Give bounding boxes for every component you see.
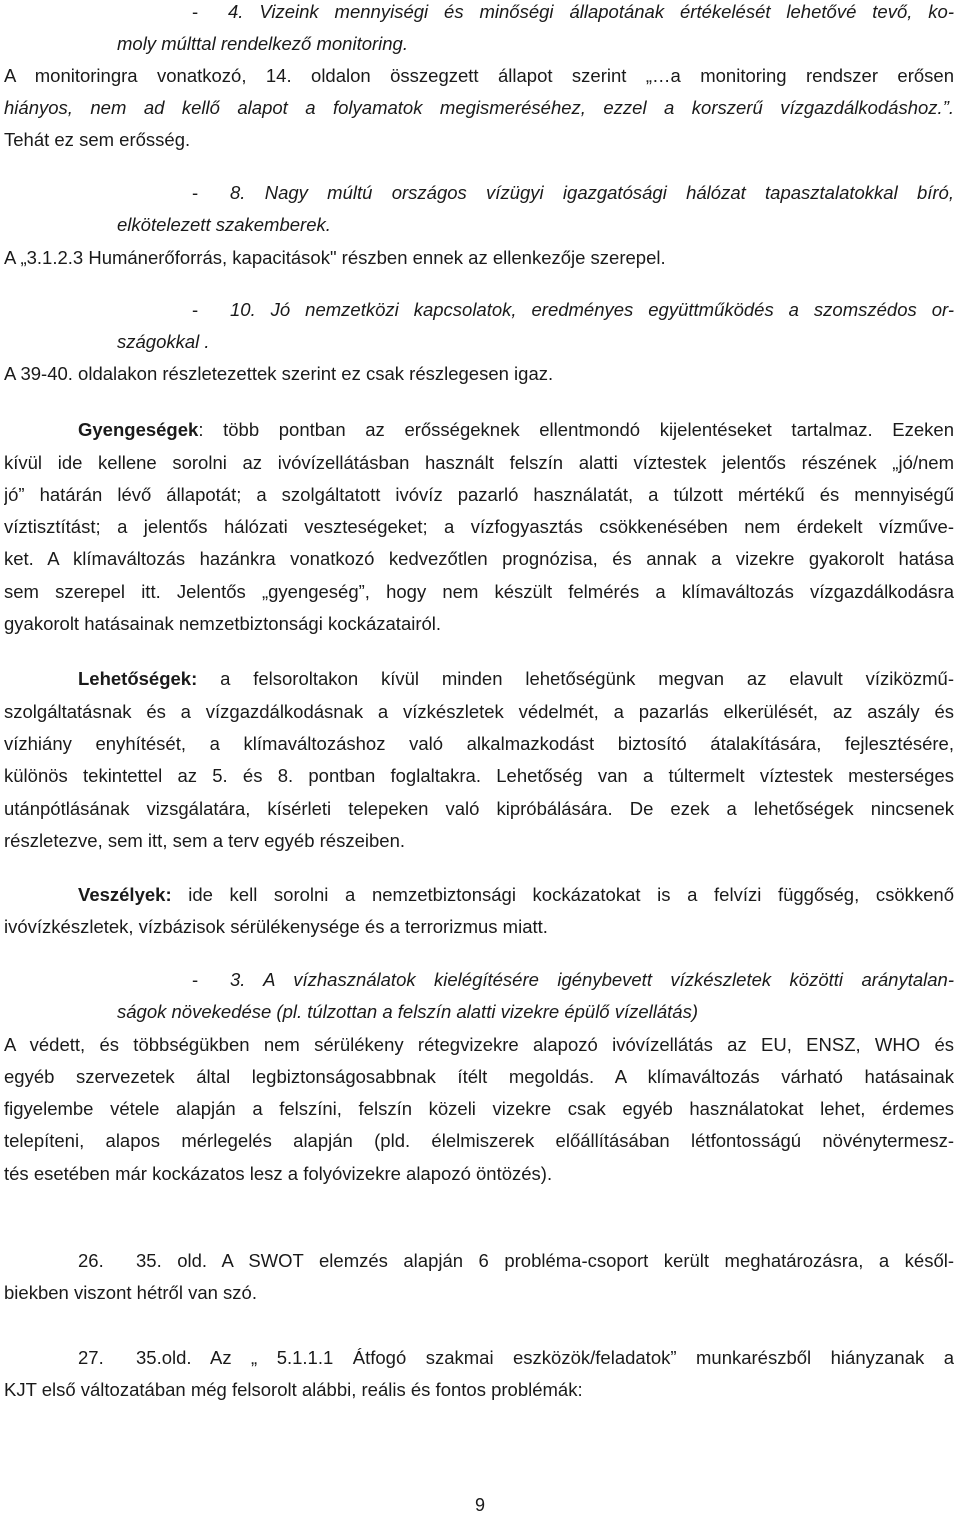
paragraph-line: figyelembe vétele alapján a felszíni, felszín közeli vizekre csak egyéb használatokat lehet, érdemes [4, 1098, 954, 1119]
list-dash: - [192, 299, 199, 320]
list-item-text: 10. Jó nemzetközi kapcsolatok, eredményes együttműködés a szomszédos or- [230, 299, 954, 320]
list-dash: - [192, 969, 199, 990]
weaknesses-heading-line: Gyengeségek: több pontban az erősségeknek ellentmondó kijelentéseket tartalmaz. Ezeken [78, 419, 954, 440]
paragraph-line: A monitoringra vonatkozó, 14. oldalon összegzett állapot szerint „…a monitoring rendszer erősen [4, 65, 954, 86]
paragraph-line: A 39-40. oldalakon részletezettek szerint ez csak részlegesen igaz. [4, 363, 554, 384]
list-item-text: szágokkal . [117, 331, 210, 352]
paragraph-line: ket. A klímaváltozás hazánkra vonatkozó kedvezőtlen prognózisa, és annak a vizekre gyakorolt hatása [4, 548, 954, 569]
paragraph-line: 35. old. A SWOT elemzés alapján 6 probléma-csoport került meghatározásra, a késől- [136, 1250, 954, 1271]
paragraph-line: KJT első változatában még felsorolt alábbi, reális és fontos problémák: [4, 1379, 583, 1400]
paragraph-line: sem szerepel itt. Jelentős „gyengeség”, hogy nem készült felmérés a klímaváltozás vízgazdálkodásra [4, 581, 954, 602]
paragraph-line: gyakorolt hatásainak nemzetbiztonsági kockázatairól. [4, 613, 442, 634]
paragraph-line: telepíteni, alapos mérlegelés alapján (pld. élelmiszerek előállításában létfontosságú növénytermesz- [4, 1130, 954, 1151]
paragraph-line: Tehát ez sem erősség. [4, 129, 191, 150]
paragraph-line: ivóvízkészletek, vízbázisok sérülékenysége és a terrorizmus miatt. [4, 916, 548, 937]
opportunities-heading-line: Lehetőségek: a felsoroltakon kívül minden lehetőségünk megvan az elavult víziközmű- [78, 668, 954, 689]
paragraph-line: jó” határán lévő állapotát; a szolgáltatott ivóvíz pazarló használatát, a túlzott mértékű és mennyiségű [4, 484, 954, 505]
list-item-text: 3. A vízhasználatok kielégítésére igénybevett vízkészletek közötti aránytalan- [230, 969, 954, 990]
paragraph-line: víztisztítást; a jelentős hálózati veszteségeket; a vízfogyasztás csökkenésében nem érdekelt vízműve- [4, 516, 954, 537]
item-number: 26. [78, 1250, 104, 1271]
paragraph-line: biekben viszont hétről van szó. [4, 1282, 257, 1303]
paragraph-line: A védett, és többségükben nem sérülékeny rétegvizekre alapozó ivóvízellátás az EU, ENSZ, WHO és [4, 1034, 954, 1055]
paragraph-line: utánpótlásának vizsgálatára, kísérleti telepeken való kipróbálására. De ezek a lehetőségek nincsenek [4, 798, 954, 819]
list-item-text: elkötelezett szakemberek. [117, 214, 331, 235]
paragraph-line: tés esetében már kockázatos lesz a folyóvizekre alapozó öntözés). [4, 1163, 553, 1184]
paragraph-line: részletezve, sem itt, sem a terv egyéb részeiben. [4, 830, 406, 851]
threats-heading-line: Veszélyek: ide kell sorolni a nemzetbiztonsági kockázatokat is a felvízi függőség, csökkenő [78, 884, 954, 905]
paragraph-line: különös tekintettel az 5. és 8. pontban foglaltakra. Lehetőség van a túltermelt víztestek mesterséges [4, 765, 954, 786]
paragraph-line: hiányos, nem ad kellő alapot a folyamatok megismeréséhez, ezzel a korszerű vízgazdálkodáshoz.”. [4, 97, 954, 118]
page-number: 9 [474, 1495, 485, 1515]
paragraph-line: A „3.1.2.3 Humánerőforrás, kapacitások" részben ennek az ellenkezője szerepel. [4, 247, 666, 268]
weaknesses-label: Gyengeségek [78, 419, 199, 440]
threats-label: Veszélyek: [78, 884, 172, 905]
opportunities-label: Lehetőségek: [78, 668, 198, 689]
paragraph-line: 35.old. Az „ 5.1.1.1 Átfogó szakmai eszközök/feladatok” munkarészből hiányzanak a [136, 1347, 954, 1368]
list-item-text: ságok növekedése (pl. túlzottan a felszín alatti vizekre épülő vízellátás) [117, 1001, 699, 1022]
list-dash: - [192, 182, 199, 203]
paragraph-line: egyéb szervezetek által legbiztonságosabbnak ítélt megoldás. A klímaváltozás várható hatásainak [4, 1066, 954, 1087]
list-dash: - [192, 1, 199, 22]
paragraph-line: kívül ide kellene sorolni az ivóvízellátásban használt felszín alatti víztestek jelentős részének „jó/nem [4, 452, 954, 473]
list-item-text: 8. Nagy múltú országos vízügyi igazgatósági hálózat tapasztalatokkal bíró, [230, 182, 954, 203]
item-number: 27. [78, 1347, 104, 1368]
list-item-text: moly múlttal rendelkező monitoring. [117, 33, 408, 54]
paragraph-line: vízhiány enyhítését, a klímaváltozáshoz való alkalmazkodást biztosító átalakítására, fejlesztésére, [4, 733, 954, 754]
list-item-text: 4. Vizeink mennyiségi és minőségi állapotának értékelését lehetővé tevő, ko- [228, 1, 954, 22]
paragraph-line: szolgáltatásnak és a vízgazdálkodásnak a vízkészletek védelmét, a pazarlás elkerülését, az aszály és [4, 701, 954, 722]
